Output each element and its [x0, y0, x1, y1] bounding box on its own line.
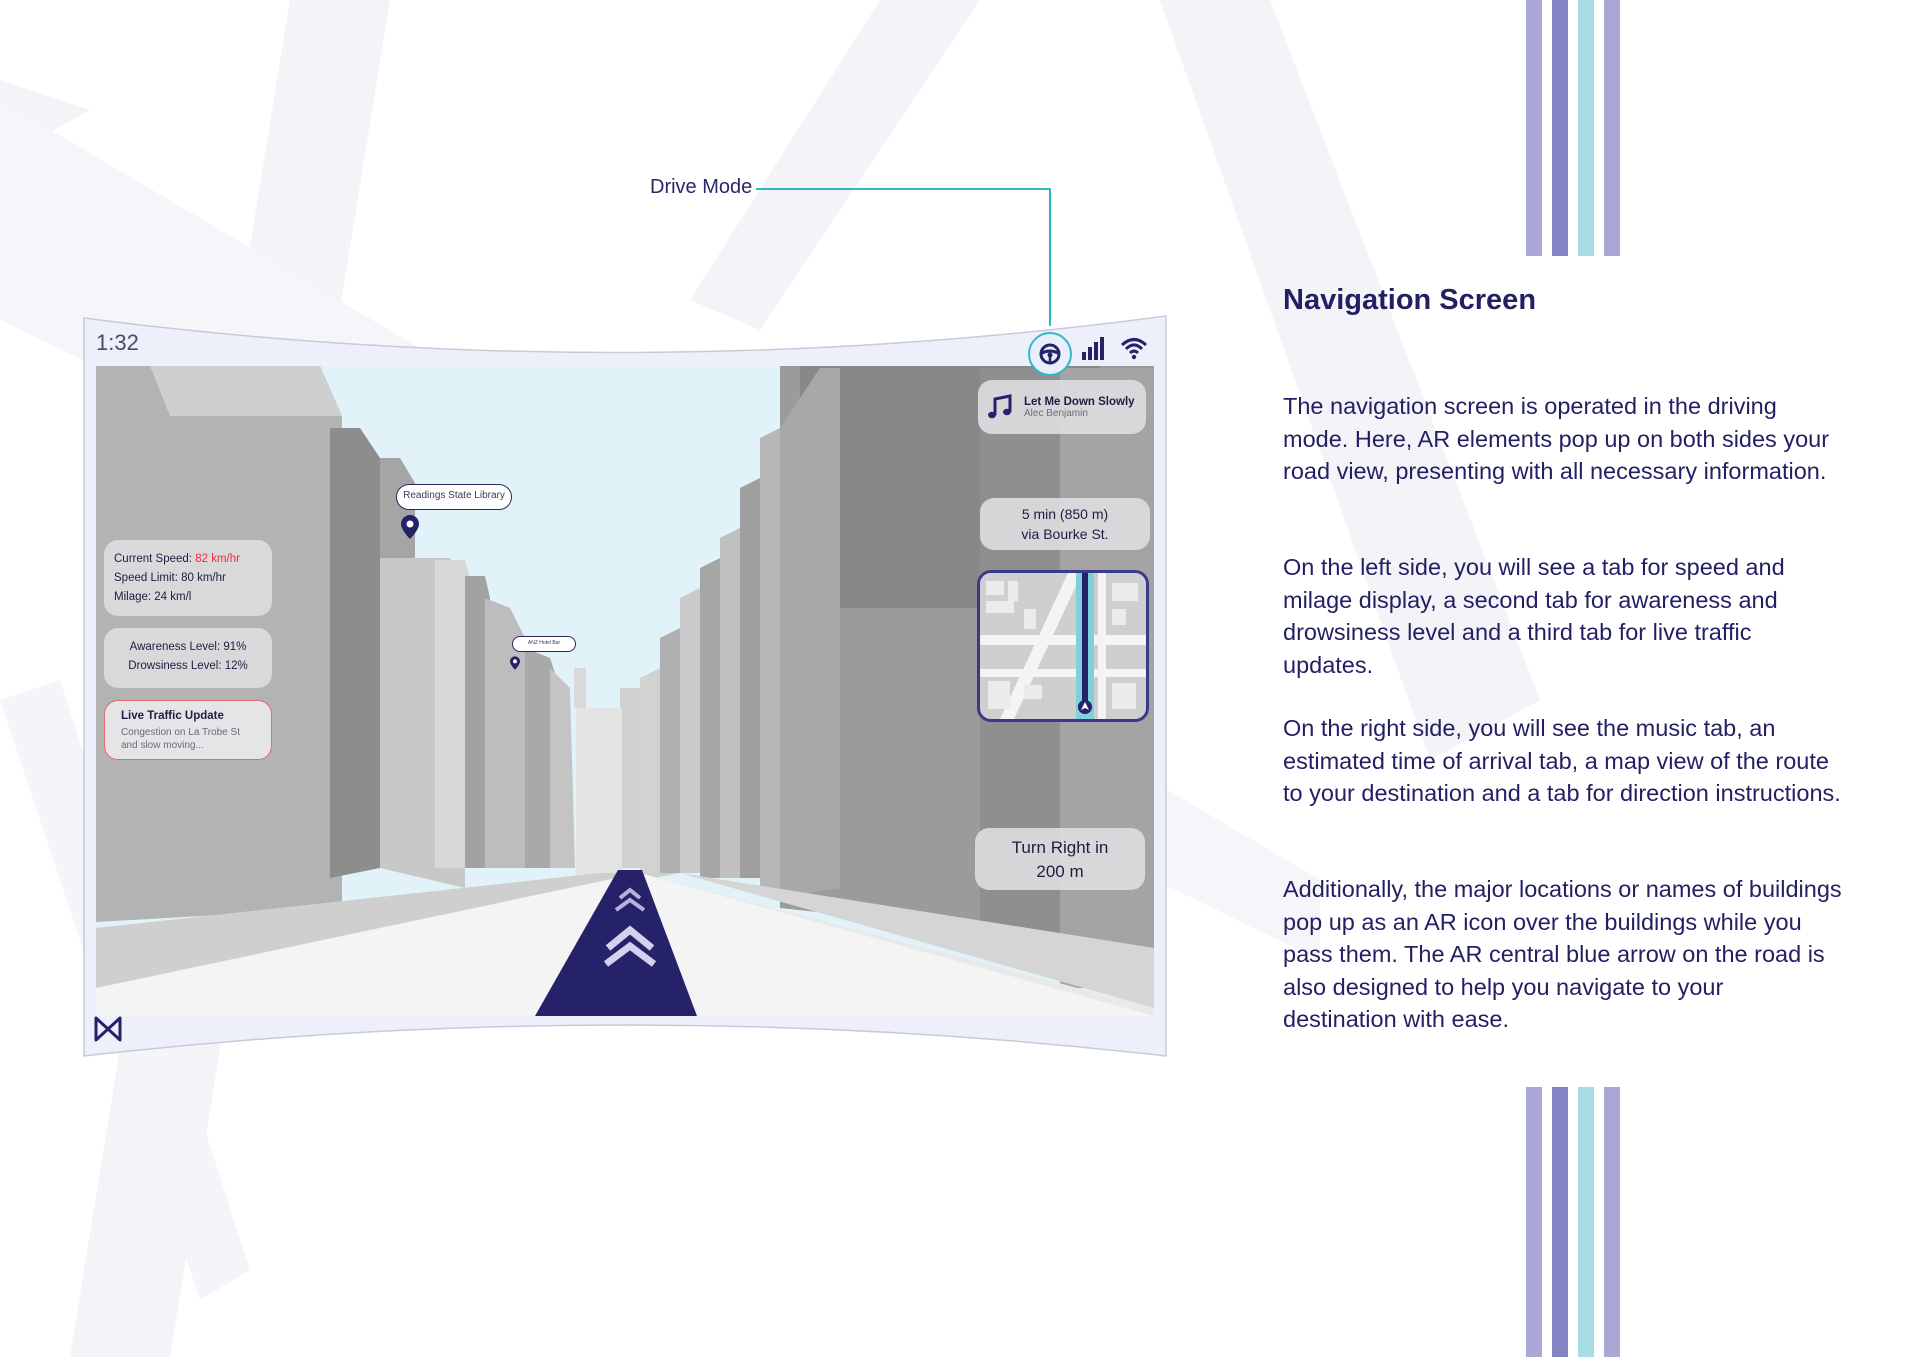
eta-time: 5 min (850 m) [1021, 506, 1109, 522]
awareness-level-text: Awareness Level: 91% [129, 641, 247, 653]
route-map [980, 573, 1146, 719]
awareness-card[interactable] [104, 628, 272, 688]
stripe [1578, 0, 1594, 256]
stripe [1552, 1087, 1568, 1357]
music-card[interactable] [978, 380, 1146, 434]
info-paragraph: Additionally, the major locations or names of buildings pop up as an AR icon over the buildings while you pass them. The AR central blue arrow on the road is also designed to help you navigate to your destination with ease. [1283, 876, 1842, 1032]
current-speed-label: Current Speed: [114, 553, 192, 565]
location-pin-icon [401, 515, 419, 539]
stripe [1604, 1087, 1620, 1357]
direction-instruction: Turn Right in [1011, 838, 1109, 857]
poi-label-library[interactable]: Readings State Library [396, 484, 512, 510]
eta-route: via Bourke St. [1021, 526, 1109, 542]
route-map-view[interactable] [977, 570, 1149, 722]
current-speed-row [114, 550, 262, 569]
stripe [1526, 1087, 1542, 1357]
current-speed-value: 82 km/hr [195, 553, 240, 565]
signal-bars-icon [1080, 336, 1106, 360]
music-text [1024, 396, 1135, 419]
brand-logo-icon [93, 1014, 123, 1044]
navigation-screen-mockup [80, 308, 1170, 1060]
drive-mode-annotation: Drive Mode [650, 176, 753, 198]
wifi-icon [1120, 336, 1148, 360]
stripe [1526, 0, 1542, 256]
eta-card[interactable] [980, 498, 1150, 550]
clock: 1:32 [96, 330, 139, 355]
info-paragraph: The navigation screen is operated in the driving mode. Here, AR elements pop up on both sides your road view, presenting with all necessary information. [1283, 393, 1830, 484]
poi-label-small[interactable]: ANZ Hotel Bar [512, 636, 576, 652]
stripe [1552, 0, 1568, 256]
music-title: Let Me Down Slowly [1024, 395, 1135, 408]
drowsiness-level-text: Drowsiness Level: 12% [128, 660, 248, 672]
stripe [1604, 0, 1620, 256]
live-traffic-card[interactable] [104, 700, 272, 760]
traffic-body: Congestion on La Trobe St and slow moving... [121, 727, 240, 751]
music-artist: Alec Benjamin [1024, 407, 1088, 419]
speed-milage-card[interactable] [104, 540, 272, 616]
direction-card[interactable] [975, 828, 1145, 890]
decorative-stripes-top [1526, 0, 1638, 256]
info-paragraph: On the right side, you will see the music tab, an estimated time of arrival tab, a map view of the route to your destination and a tab for direction instructions. [1283, 715, 1841, 806]
traffic-title: Live Traffic Update [121, 710, 224, 722]
info-paragraph: On the left side, you will see a tab for speed and milage display, a second tab for awareness and drowsiness level and a third tab for live traffic updates. [1283, 554, 1785, 678]
music-note-icon [986, 393, 1014, 421]
location-pin-icon [510, 656, 520, 670]
steering-wheel-icon[interactable] [1028, 332, 1072, 376]
info-panel [1283, 284, 1843, 1032]
decorative-stripes-bottom [1526, 1087, 1638, 1357]
stripe [1578, 1087, 1594, 1357]
milage-text: Milage: 24 km/l [114, 591, 192, 603]
direction-distance: 200 m [1036, 862, 1084, 881]
speed-limit-text: Speed Limit: 80 km/hr [114, 572, 226, 584]
page-title: Navigation Screen [1283, 284, 1537, 316]
